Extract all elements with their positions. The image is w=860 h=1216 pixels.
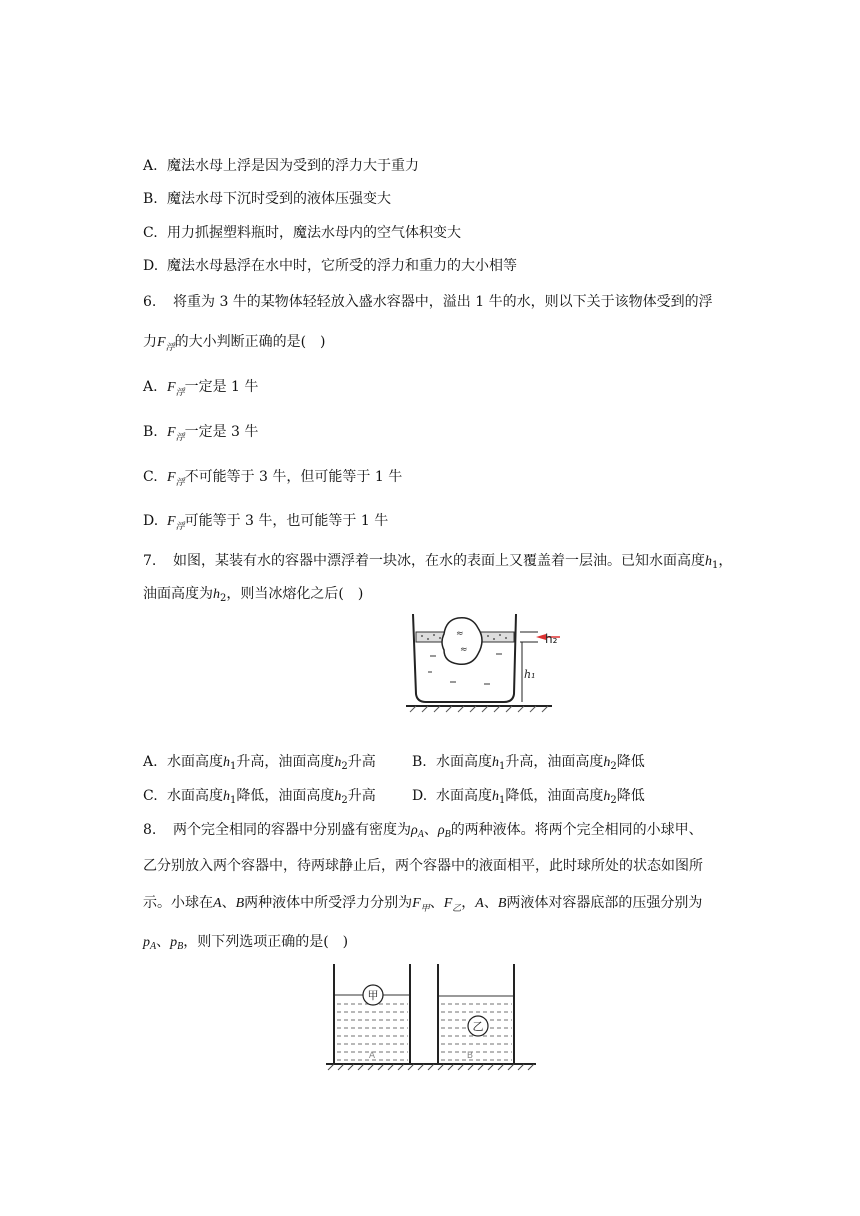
q8-label-b: B xyxy=(466,1051,474,1061)
q6-option-d: D. $F_浮$可能等于 3 牛，也可能等于 1 牛 xyxy=(143,513,389,532)
q8-stem-line4: $p_A$、$p_B$，则下列选项正确的是( ) xyxy=(143,934,349,952)
q7-figure-label-h1: h₁ xyxy=(524,668,536,681)
q7-stem-line2: 油面高度为$h_2$，则当冰熔化之后( ) xyxy=(143,586,364,604)
q6-option-b: B. $F_浮$一定是 3 牛 xyxy=(143,424,259,443)
q7-option-d: D. 水面高度$h_1$降低，油面高度$h_2$降低 xyxy=(412,788,645,806)
q7-stem-line1: 7. 如图，某装有水的容器中漂浮着一块冰，在水的表面上又覆盖着一层油。已知水面高度$h_1$， xyxy=(143,553,733,571)
q8-stem-line2: 乙分别放入两个容器中，待两球静止后，两个容器中的液面相平，此时球所处的状态如图所 xyxy=(143,858,703,874)
q7-figure-container-ice-oil xyxy=(400,606,560,714)
q7-option-a: A. 水面高度$h_1$升高，油面高度$h_2$升高 xyxy=(143,754,376,772)
q6-stem-line2: 力$F_浮$的大小判断正确的是( ) xyxy=(143,334,326,353)
q7-figure-label-h2: h₂ xyxy=(545,632,558,646)
q6-option-c: C. $F_浮$不可能等于 3 牛，但可能等于 1 牛 xyxy=(143,469,403,488)
q8-label-a: A xyxy=(368,1051,376,1061)
q8-stem-line1: 8. 两个完全相同的容器中分别盛有密度为$\rho_A$、$\rho_B$的两种液体。将两个完全相同的小球甲、 xyxy=(143,822,703,840)
q5-option-d: D. 魔法水母悬浮在水中时，它所受的浮力和重力的大小相等 xyxy=(143,258,517,274)
q5-option-c: C. 用力抓握塑料瓶时，魔法水母内的空气体积变大 xyxy=(143,225,461,241)
svg-text:≈: ≈ xyxy=(460,645,468,655)
q7-option-b: B. 水面高度$h_1$升高，油面高度$h_2$降低 xyxy=(412,754,645,772)
svg-text:≈: ≈ xyxy=(456,629,464,639)
q8-container-b xyxy=(438,964,514,1064)
q7-option-c: C. 水面高度$h_1$降低，油面高度$h_2$升高 xyxy=(143,788,376,806)
q7-options-row1 xyxy=(143,752,376,777)
q8-container-a xyxy=(334,964,410,1064)
q6-stem-line1: 6. 将重为 3 牛的某物体轻轻放入盛水容器中，溢出 1 牛的水，则以下关于该物体受到的浮 xyxy=(143,294,713,310)
q8-figure-two-containers xyxy=(322,960,540,1078)
q8-ball-jia: 甲 xyxy=(367,989,379,1002)
q8-ball-yi: 乙 xyxy=(472,1020,484,1033)
q6-option-a: A. $F_浮$一定是 1 牛 xyxy=(143,379,259,398)
q8-stem-line3: 示。小球在A、B两种液体中所受浮力分别为$F_甲$、$F_乙$，A、B两液体对容器底部的压强分别为 xyxy=(143,895,703,914)
q5-option-b: B. 魔法水母下沉时受到的液体压强变大 xyxy=(143,191,391,207)
q5-option-a: A. 魔法水母上浮是因为受到的浮力大于重力 xyxy=(143,158,419,174)
